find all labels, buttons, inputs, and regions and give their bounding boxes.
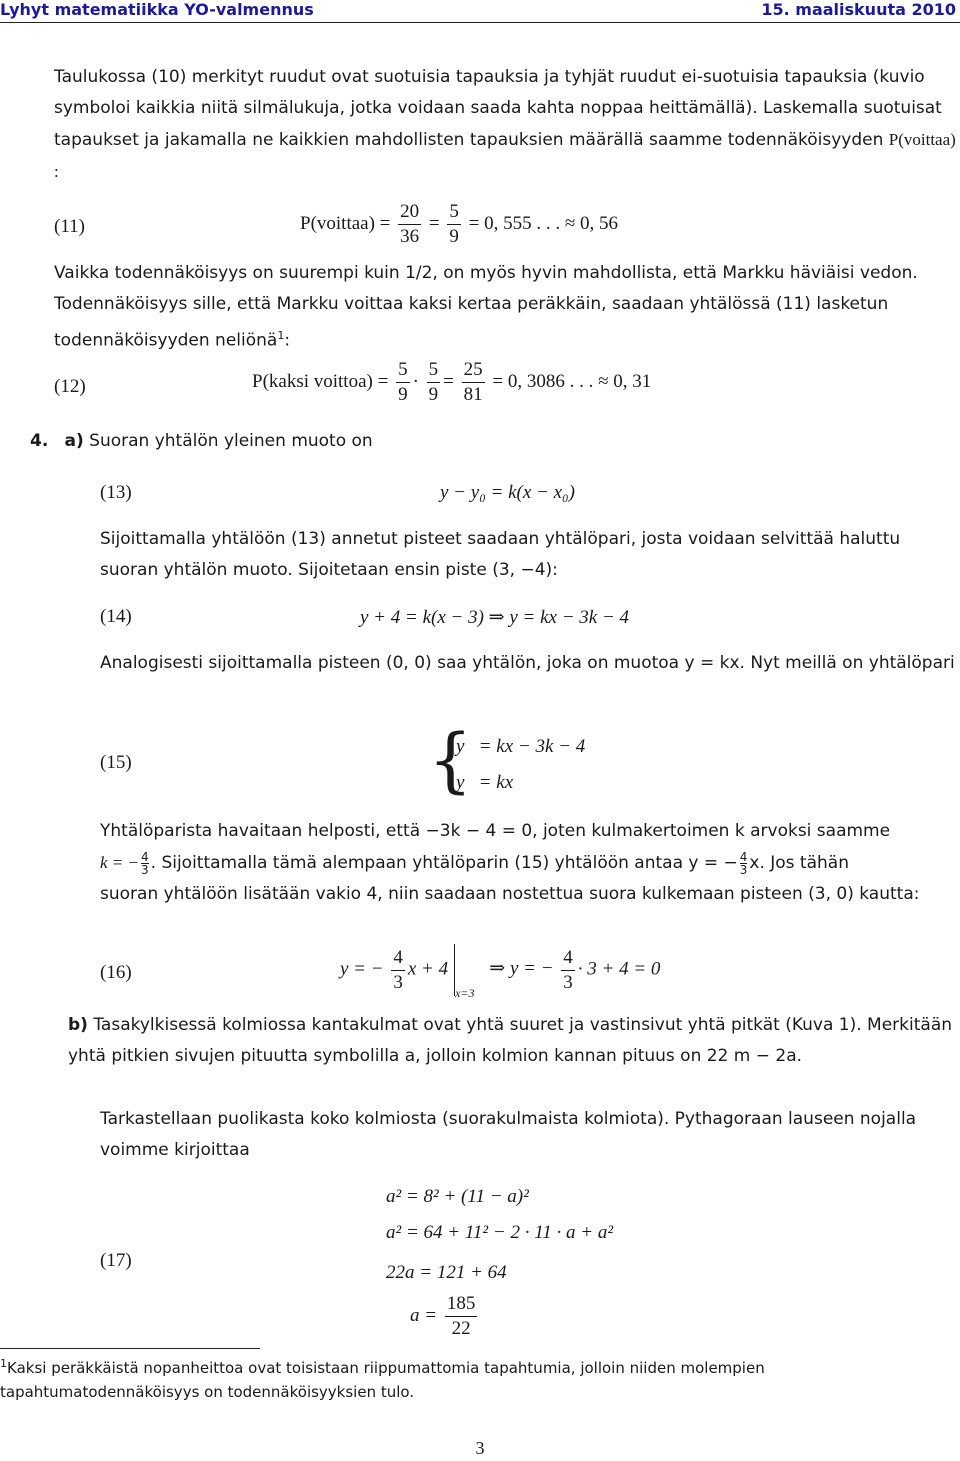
eq17-line3: 22a = 121 + 64 — [386, 1262, 507, 1283]
paragraph-1-tail: P(voittaa) : — [54, 130, 956, 181]
eq16-f1-den: 3 — [393, 971, 403, 993]
para5-mid: . Sijoittamalla tämä alempaan yhtälöparin (15) yhtälöön antaa y = − — [150, 853, 738, 873]
eq13-number: (13) — [100, 482, 132, 503]
eq12-number: (12) — [54, 376, 86, 397]
eq16-f2-den: 3 — [563, 971, 573, 993]
footnote-ref[interactable]: 1 — [277, 329, 285, 342]
eq16-sub: x=3 — [455, 986, 475, 1001]
eq17-line4 — [410, 1292, 480, 1341]
frac-a-num: 4 — [141, 849, 149, 864]
brace-icon: { — [428, 719, 473, 801]
eq11-lhs: P(voittaa) = — [300, 212, 391, 234]
eq12-f3-den: 81 — [463, 384, 483, 405]
eq11-f2-num: 5 — [447, 200, 461, 225]
eq11-f1-den: 36 — [400, 226, 420, 247]
eq16-d: 3 + 4 = 0 — [587, 958, 661, 980]
eq12-f2-num: 5 — [427, 358, 441, 383]
eq17-frac-den: 22 — [451, 1318, 471, 1339]
item-4a-text: Suoran yhtälön yleinen muoto on — [89, 431, 373, 451]
footnote — [0, 1352, 960, 1404]
paragraph-5-line1: Yhtälöparista havaitaan helposti, että −3k − 4 = 0, joten kulmakertoimen k arvoksi saamme — [100, 821, 891, 841]
eq16-c: ⇒ y = − — [489, 958, 554, 980]
eq12-f1-den: 9 — [398, 384, 408, 405]
eq17-line1: a² = 8² + (11 − a)² — [386, 1186, 529, 1207]
eq17-frac-num: 185 — [445, 1292, 478, 1317]
eq11-number: (11) — [54, 216, 85, 237]
paragraph-5-line2 — [100, 847, 960, 879]
paragraph-1-text: Taulukossa (10) merkityt ruudut ovat suotuisia tapauksia ja tyhjät ruudut ei-suotuisia tapauksia (kuvio symboloi kaikkia niitä silmälukuja, jotka voidaan saada kahta noppaa heittämällä). Laskemalla suotuisat tapaukset ja jakamalla ne kaikkien mahdollisten tapauksien määrällä saamme todennäköisyyden — [54, 67, 942, 150]
eq16-f1-num: 4 — [391, 946, 405, 971]
eq16-a: y = − — [340, 958, 384, 980]
frac-b-den: 3 — [739, 862, 748, 877]
paragraph-2-end: : — [284, 330, 291, 351]
eq12-frac2 — [427, 358, 441, 407]
eq14-number: (14) — [100, 606, 132, 627]
header-rule — [0, 22, 960, 23]
equation-16: y = − $\frac{4}{3}$ $x + 4_{x=3}$ ⇒ y = − $\frac{4}{3}$ · 3 + 4 = 0 — [340, 944, 660, 996]
equation-13: y − y₀ = k(x − x₀) — [440, 482, 575, 503]
eq11-frac1 — [398, 200, 421, 249]
eq12-rest: = 0, 3086 . . . ≈ 0, 31 — [492, 370, 652, 392]
paragraph-4: Analogisesti sijoittamalla pisteen (0, 0) saa yhtälön, joka on muotoa y = kx. Nyt meillä on yhtälöpari — [100, 653, 955, 673]
frac-4-3-b — [740, 851, 748, 876]
page-number: 3 — [475, 1438, 485, 1458]
para5-end: x. Jos tähän — [749, 853, 849, 873]
eq12-frac3 — [462, 358, 485, 407]
paragraph-6: Tarkastellaan puolikasta koko kolmiosta (suorakulmaista kolmiota). Pythagoraan lauseen nojalla voimme kirjoittaa — [100, 1109, 917, 1160]
paragraph-2-text: Vaikka todennäköisyys on suurempi kuin 1/2, on myös hyvin mahdollista, että Markku häviäisi vedon. Todennäköisyys sille, että Markku voittaa kaksi kertaa peräkkäin, saadaan yhtälössä (11) lasketun todennäköisyyden neliönä — [54, 263, 918, 351]
paragraph-1 — [54, 62, 960, 188]
eq16-frac2 — [561, 946, 575, 995]
header-date: 15. maaliskuuta 2010 — [761, 0, 956, 19]
eq11-f1-num: 20 — [398, 200, 421, 225]
eq16-f2-num: 4 — [561, 946, 575, 971]
running-header — [0, 0, 960, 22]
paragraph-5 — [100, 816, 960, 910]
equation-11: P(voittaa) = $\frac{20}{36}$ = $\frac{5}{9}$ = 0, 555 . . . ≈ 0, 56 — [300, 201, 619, 247]
eq17-line2: a² = 64 + 11² − 2 · 11 · a + a² — [386, 1222, 614, 1243]
footnote-mark: 1 — [0, 1357, 7, 1370]
eq17-number: (17) — [100, 1250, 132, 1271]
eq11-f2-den: 9 — [449, 226, 459, 247]
paragraph-5-line3: suoran yhtälöön lisätään vakio 4, niin saadaan nostettua suora kulkemaan pisteen (3, 0) kautta: — [100, 884, 920, 904]
footnote-rule — [0, 1348, 260, 1349]
eq16-frac1 — [391, 946, 405, 995]
eq16-b: x + 4 — [407, 958, 449, 980]
item-b — [68, 1010, 960, 1072]
frac-a-den: 3 — [141, 862, 149, 877]
eq15-number: (15) — [100, 752, 132, 773]
eq12-f1-num: 5 — [396, 358, 410, 383]
eq17-frac — [445, 1292, 478, 1341]
eq15-line1: y = kx − 3k − 4 — [456, 736, 586, 757]
eq17-l4-a: a = — [410, 1304, 438, 1326]
paragraph-2 — [54, 258, 960, 357]
eq11-rest: = 0, 555 . . . ≈ 0, 56 — [468, 212, 619, 234]
footnote-text: Kaksi peräkkäistä nopanheittoa ovat toisistaan riippumattomia tapahtumia, jolloin niiden molempien tapahtumatodennäköisyys on todennäköisyyksien tulo. — [0, 1359, 765, 1401]
frac-4-3-a — [141, 851, 149, 876]
equation-12: P(kaksi voittoa) = $\frac{5}{9}$ · $\frac{5}{9}$ = $\frac{25}{81}$ = 0, 3086 . . . ≈ 0, 31 — [252, 359, 652, 405]
eq12-lhs: P(kaksi voittoa) = — [252, 370, 389, 392]
header-title: Lyhyt matematiikka YO-valmennus — [0, 0, 314, 19]
item-b-text: Tasakylkisessä kolmiossa kantakulmat ovat yhtä suuret ja vastinsivut yhtä pitkät (Kuva 1). Merkitään yhtä pitkien sivujen pituutta symbolilla a, jolloin kolmion kannan pituus on 22 m − 2a. — [68, 1015, 953, 1066]
paragraph-3: Sijoittamalla yhtälöön (13) annetut pisteet saadaan yhtälöpari, josta voidaan selvittää haluttu suoran yhtälön muoto. Sijoitetaan ensin piste (3, −4): — [100, 529, 901, 580]
item-4-number: 4. — [30, 431, 49, 451]
frac-b-num: 4 — [739, 849, 748, 864]
item-b-label: b) — [68, 1015, 88, 1035]
eq12-f2-den: 9 — [428, 384, 439, 405]
eq11-frac2 — [447, 200, 461, 249]
eq12-frac1 — [396, 358, 410, 407]
eq12-f3-num: 25 — [462, 358, 485, 383]
eq15-line2: y = kx — [456, 772, 514, 793]
item-4a — [30, 426, 930, 457]
para5-k: k = − — [100, 853, 139, 872]
item-4a-label: a) — [64, 431, 84, 451]
eq16-number: (16) — [100, 962, 132, 983]
equation-14: y + 4 = k(x − 3) ⇒ y = kx − 3k − 4 — [360, 607, 630, 628]
